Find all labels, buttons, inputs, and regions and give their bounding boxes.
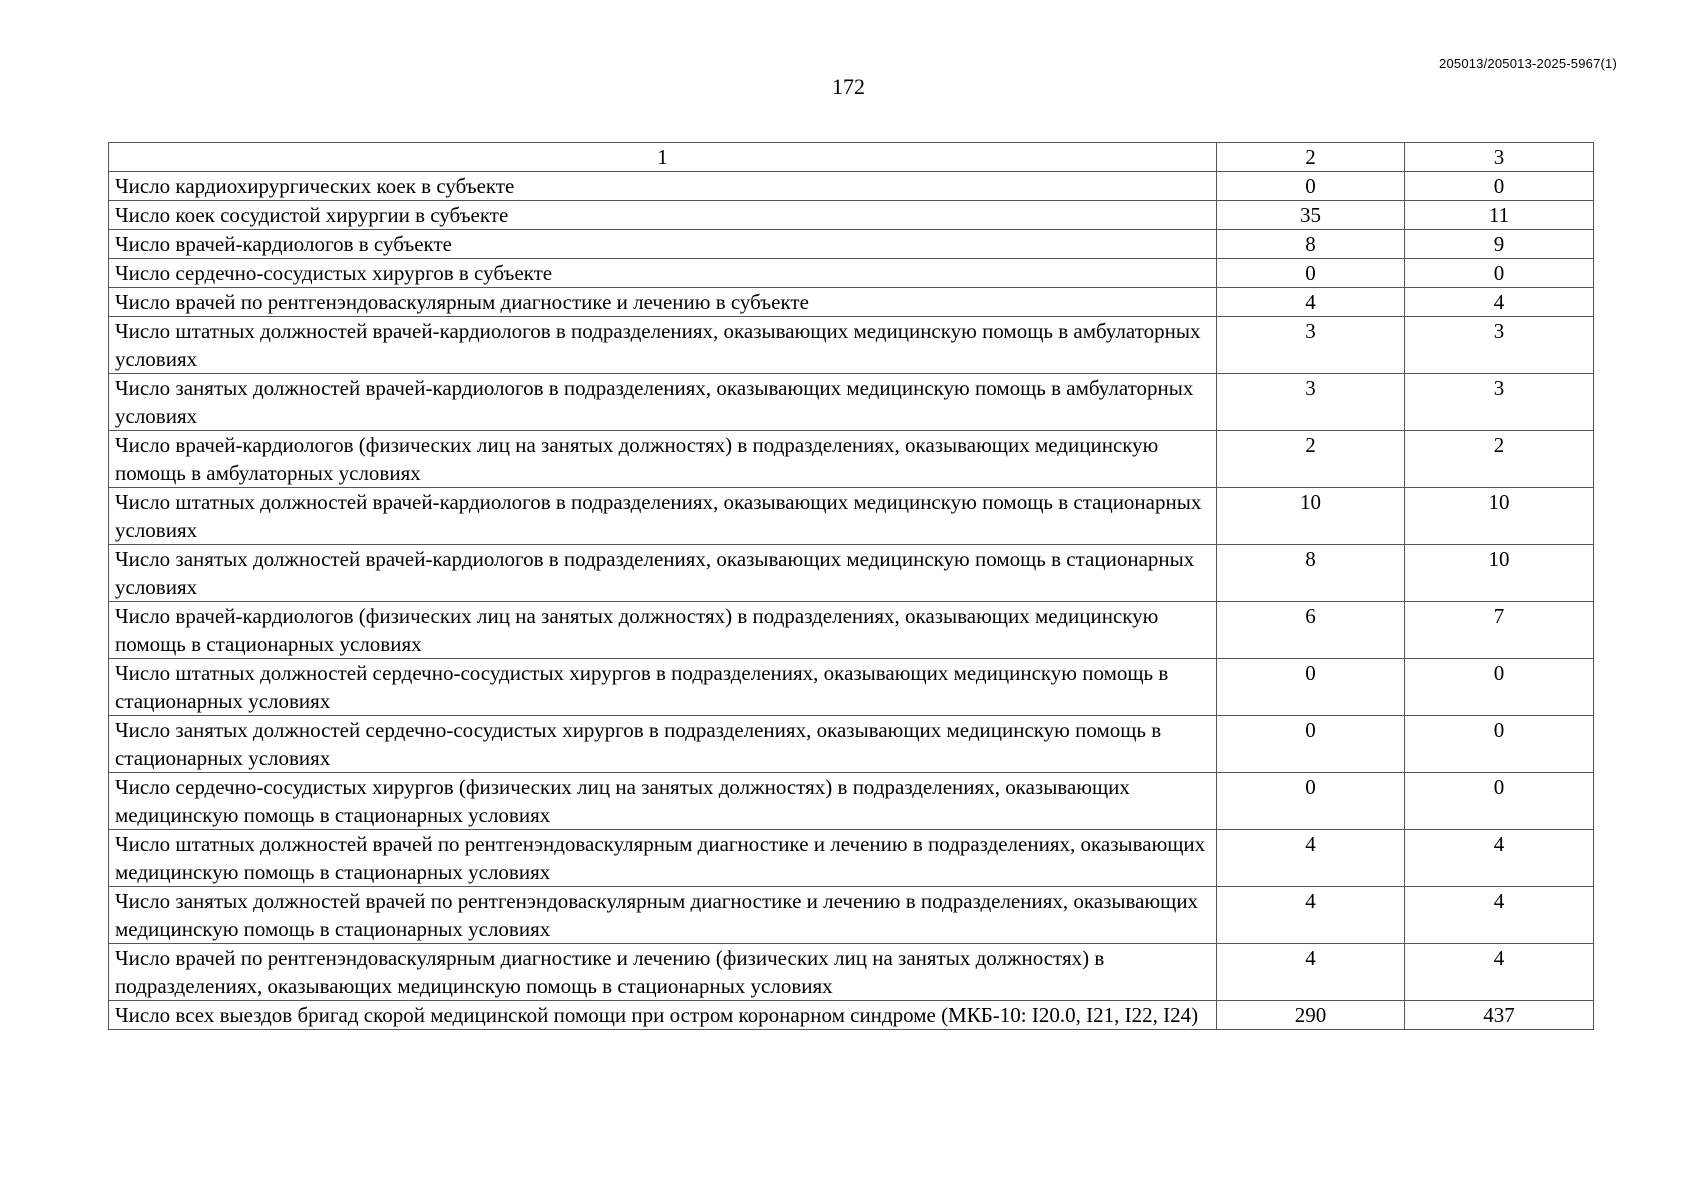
row-value-col3: 2 [1405, 431, 1594, 488]
row-value-col2: 8 [1217, 230, 1405, 259]
row-value-col2: 4 [1217, 944, 1405, 1001]
table-row [109, 545, 1594, 602]
row-label: Число сердечно-сосудистых хирургов (физических лиц на занятых должностях) в подразделениях, оказывающих медицинскую помощь в стационарных условиях [109, 773, 1217, 830]
row-label: Число врачей по рентгенэндоваскулярным диагностике и лечению в субъекте [109, 288, 1217, 317]
row-value-col3: 4 [1405, 944, 1594, 1001]
document-id: 205013/205013-2025-5967(1) [1439, 56, 1617, 71]
table-row [109, 431, 1594, 488]
row-value-col2: 4 [1217, 288, 1405, 317]
row-value-col2: 6 [1217, 602, 1405, 659]
row-value-col2: 10 [1217, 488, 1405, 545]
row-label: Число всех выездов бригад скорой медицинской помощи при остром коронарном синдроме (МКБ-10: I20.0, I21, I22, I24) [109, 1001, 1217, 1030]
row-value-col2: 3 [1217, 317, 1405, 374]
row-label: Число занятых должностей врачей-кардиологов в подразделениях, оказывающих медицинскую помощь в амбулаторных условиях [109, 374, 1217, 431]
row-label: Число врачей-кардиологов в субъекте [109, 230, 1217, 259]
row-value-col3: 4 [1405, 830, 1594, 887]
row-value-col2: 3 [1217, 374, 1405, 431]
row-label: Число врачей-кардиологов (физических лиц на занятых должностях) в подразделениях, оказывающих медицинскую помощь в амбулаторных условиях [109, 431, 1217, 488]
table-header-row [109, 143, 1594, 172]
table-row [109, 317, 1594, 374]
row-label: Число врачей-кардиологов (физических лиц на занятых должностях) в подразделениях, оказывающих медицинскую помощь в стационарных условиях [109, 602, 1217, 659]
row-value-col2: 4 [1217, 887, 1405, 944]
row-label: Число занятых должностей врачей по рентгенэндоваскулярным диагностике и лечению в подразделениях, оказывающих медицинскую помощь в стационарных условиях [109, 887, 1217, 944]
table-row [109, 259, 1594, 288]
row-value-col3: 0 [1405, 659, 1594, 716]
table-row [109, 201, 1594, 230]
row-value-col3: 10 [1405, 488, 1594, 545]
row-value-col2: 0 [1217, 259, 1405, 288]
row-value-col2: 8 [1217, 545, 1405, 602]
column-header-3: 3 [1405, 143, 1594, 172]
row-value-col2: 0 [1217, 773, 1405, 830]
row-value-col2: 0 [1217, 716, 1405, 773]
table-row [109, 1001, 1594, 1030]
row-value-col3: 4 [1405, 288, 1594, 317]
table-row [109, 887, 1594, 944]
row-value-col2: 4 [1217, 830, 1405, 887]
table-row [109, 488, 1594, 545]
row-value-col3: 0 [1405, 773, 1594, 830]
row-label: Число коек сосудистой хирургии в субъекте [109, 201, 1217, 230]
page-number: 172 [832, 74, 865, 99]
row-label: Число врачей по рентгенэндоваскулярным диагностике и лечению (физических лиц на занятых должностях) в подразделениях, оказывающих медицинскую помощь в стационарных условиях [109, 944, 1217, 1001]
row-value-col3: 3 [1405, 374, 1594, 431]
row-value-col3: 11 [1405, 201, 1594, 230]
row-value-col3: 7 [1405, 602, 1594, 659]
table-row [109, 230, 1594, 259]
row-label: Число штатных должностей сердечно-сосудистых хирургов в подразделениях, оказывающих медицинскую помощь в стационарных условиях [109, 659, 1217, 716]
table-row [109, 374, 1594, 431]
table-row [109, 716, 1594, 773]
row-label: Число сердечно-сосудистых хирургов в субъекте [109, 259, 1217, 288]
row-value-col2: 290 [1217, 1001, 1405, 1030]
row-value-col2: 35 [1217, 201, 1405, 230]
row-value-col3: 0 [1405, 716, 1594, 773]
statistics-table [108, 142, 1594, 1030]
row-label: Число штатных должностей врачей по рентгенэндоваскулярным диагностике и лечению в подразделениях, оказывающих медицинскую помощь в стационарных условиях [109, 830, 1217, 887]
row-label: Число занятых должностей сердечно-сосудистых хирургов в подразделениях, оказывающих медицинскую помощь в стационарных условиях [109, 716, 1217, 773]
row-label: Число штатных должностей врачей-кардиологов в подразделениях, оказывающих медицинскую помощь в стационарных условиях [109, 488, 1217, 545]
column-header-1: 1 [109, 143, 1217, 172]
row-label: Число кардиохирургических коек в субъекте [109, 172, 1217, 201]
row-value-col2: 2 [1217, 431, 1405, 488]
row-value-col3: 437 [1405, 1001, 1594, 1030]
row-value-col3: 10 [1405, 545, 1594, 602]
table-row [109, 659, 1594, 716]
row-value-col3: 3 [1405, 317, 1594, 374]
table-row [109, 773, 1594, 830]
table-row [109, 944, 1594, 1001]
row-value-col2: 0 [1217, 659, 1405, 716]
table-row [109, 830, 1594, 887]
row-label: Число занятых должностей врачей-кардиологов в подразделениях, оказывающих медицинскую помощь в стационарных условиях [109, 545, 1217, 602]
column-header-2: 2 [1217, 143, 1405, 172]
row-value-col2: 0 [1217, 172, 1405, 201]
table-row [109, 602, 1594, 659]
table-row [109, 172, 1594, 201]
row-value-col3: 9 [1405, 230, 1594, 259]
row-value-col3: 0 [1405, 172, 1594, 201]
row-value-col3: 0 [1405, 259, 1594, 288]
row-value-col3: 4 [1405, 887, 1594, 944]
table-row [109, 288, 1594, 317]
row-label: Число штатных должностей врачей-кардиологов в подразделениях, оказывающих медицинскую помощь в амбулаторных условиях [109, 317, 1217, 374]
